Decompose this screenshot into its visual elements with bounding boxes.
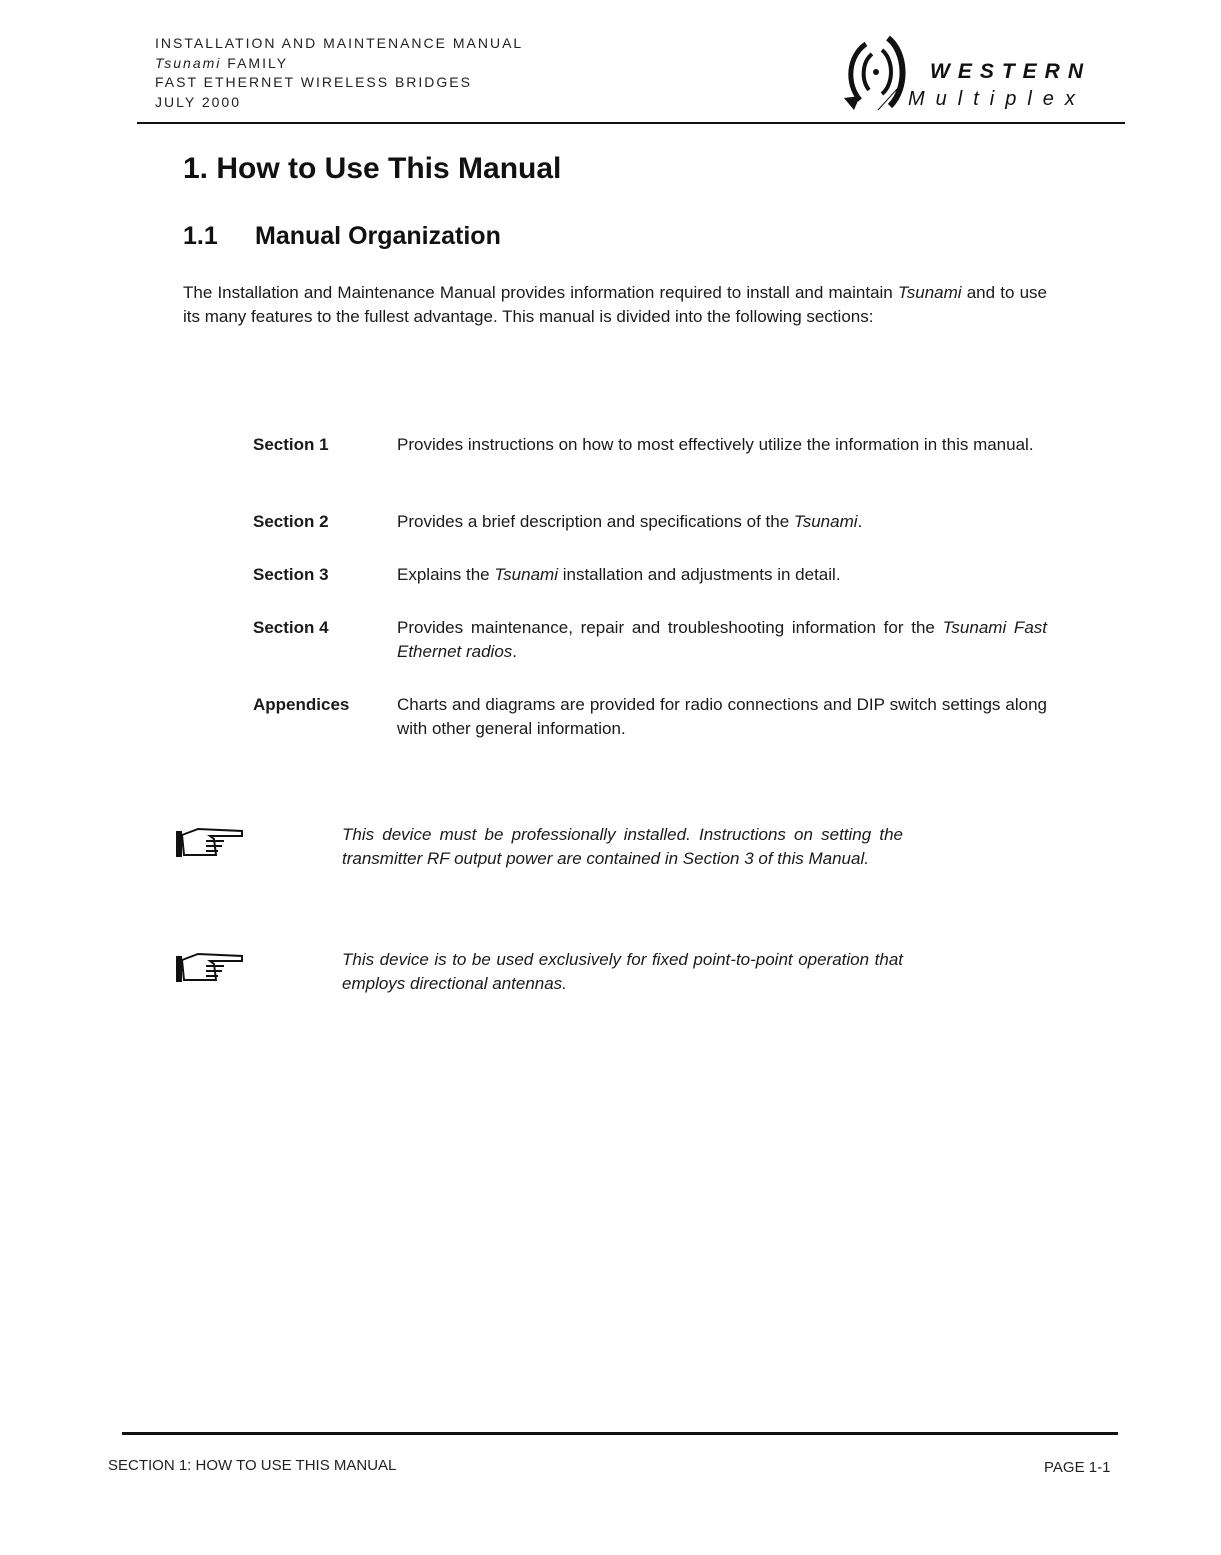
header-line-1: INSTALLATION AND MAINTENANCE MANUAL bbox=[155, 35, 524, 51]
section-description: Provides a brief description and specifications of the Tsunami. bbox=[397, 512, 863, 531]
section-row-2 bbox=[253, 510, 1047, 534]
header-line-3: FAST ETHERNET WIRELESS BRIDGES bbox=[155, 74, 472, 90]
header-product-name: Tsunami bbox=[155, 54, 222, 71]
section-label: Section 4 bbox=[253, 618, 329, 637]
section-description: Charts and diagrams are provided for radio connections and DIP switch settings along with other general information. bbox=[397, 695, 1047, 738]
section-heading-number: 1.1 bbox=[183, 222, 218, 250]
section-heading bbox=[183, 222, 501, 251]
logo-word-western: WESTERN bbox=[930, 60, 1091, 83]
pointing-hand-icon bbox=[170, 950, 246, 986]
section-row-4 bbox=[253, 616, 1047, 664]
header-divider bbox=[137, 122, 1125, 124]
intro-text-part-2: and to use its many features to the fullest advantage. This manual is divided into the following sections: bbox=[183, 283, 1047, 326]
footer-page-number: PAGE 1-1 bbox=[1044, 1459, 1111, 1476]
section-label: Section 3 bbox=[253, 565, 329, 584]
section-row-3 bbox=[253, 563, 1047, 587]
intro-product-name: Tsunami bbox=[897, 283, 962, 302]
header-line-4: JULY 2000 bbox=[155, 93, 241, 110]
page-title: 1. How to Use This Manual bbox=[183, 152, 562, 185]
header-line-2 bbox=[155, 54, 523, 74]
section-label: Section 2 bbox=[253, 512, 329, 531]
section-description: Explains the Tsunami installation and adjustments in detail. bbox=[397, 565, 841, 584]
note-point-to-point bbox=[170, 948, 903, 996]
logo-word-multiplex: Multiplex bbox=[908, 88, 1086, 110]
company-logo bbox=[838, 30, 1118, 116]
note-text: This device is to be used exclusively for fixed point-to-point operation that employs directional antennas. bbox=[342, 950, 903, 993]
section-row-appendices bbox=[253, 693, 1047, 741]
footer-divider bbox=[122, 1432, 1118, 1435]
header-family-label: FAMILY bbox=[221, 54, 289, 71]
pointing-hand-icon bbox=[170, 825, 246, 861]
document-header bbox=[155, 34, 523, 112]
intro-text-part-1: The Installation and Maintenance Manual provides information required to install and maintain bbox=[183, 283, 898, 302]
section-label: Appendices bbox=[253, 695, 350, 714]
footer-section-title: SECTION 1: HOW TO USE THIS MANUAL bbox=[108, 1457, 397, 1474]
note-professional-install bbox=[170, 823, 903, 871]
section-description: Provides maintenance, repair and troubleshooting information for the Tsunami Fast Ethernet radios. bbox=[397, 618, 1047, 661]
section-row-1 bbox=[253, 433, 1047, 457]
section-label: Section 1 bbox=[253, 435, 329, 454]
intro-paragraph bbox=[183, 281, 1047, 329]
radio-wave-logo-icon bbox=[838, 30, 918, 116]
section-heading-title: Manual Organization bbox=[255, 222, 501, 250]
note-text: This device must be professionally installed. Instructions on setting the transmitter RF output power are contained in Section 3 of this Manual. bbox=[342, 825, 903, 868]
section-description: Provides instructions on how to most effectively utilize the information in this manual. bbox=[397, 435, 1034, 454]
